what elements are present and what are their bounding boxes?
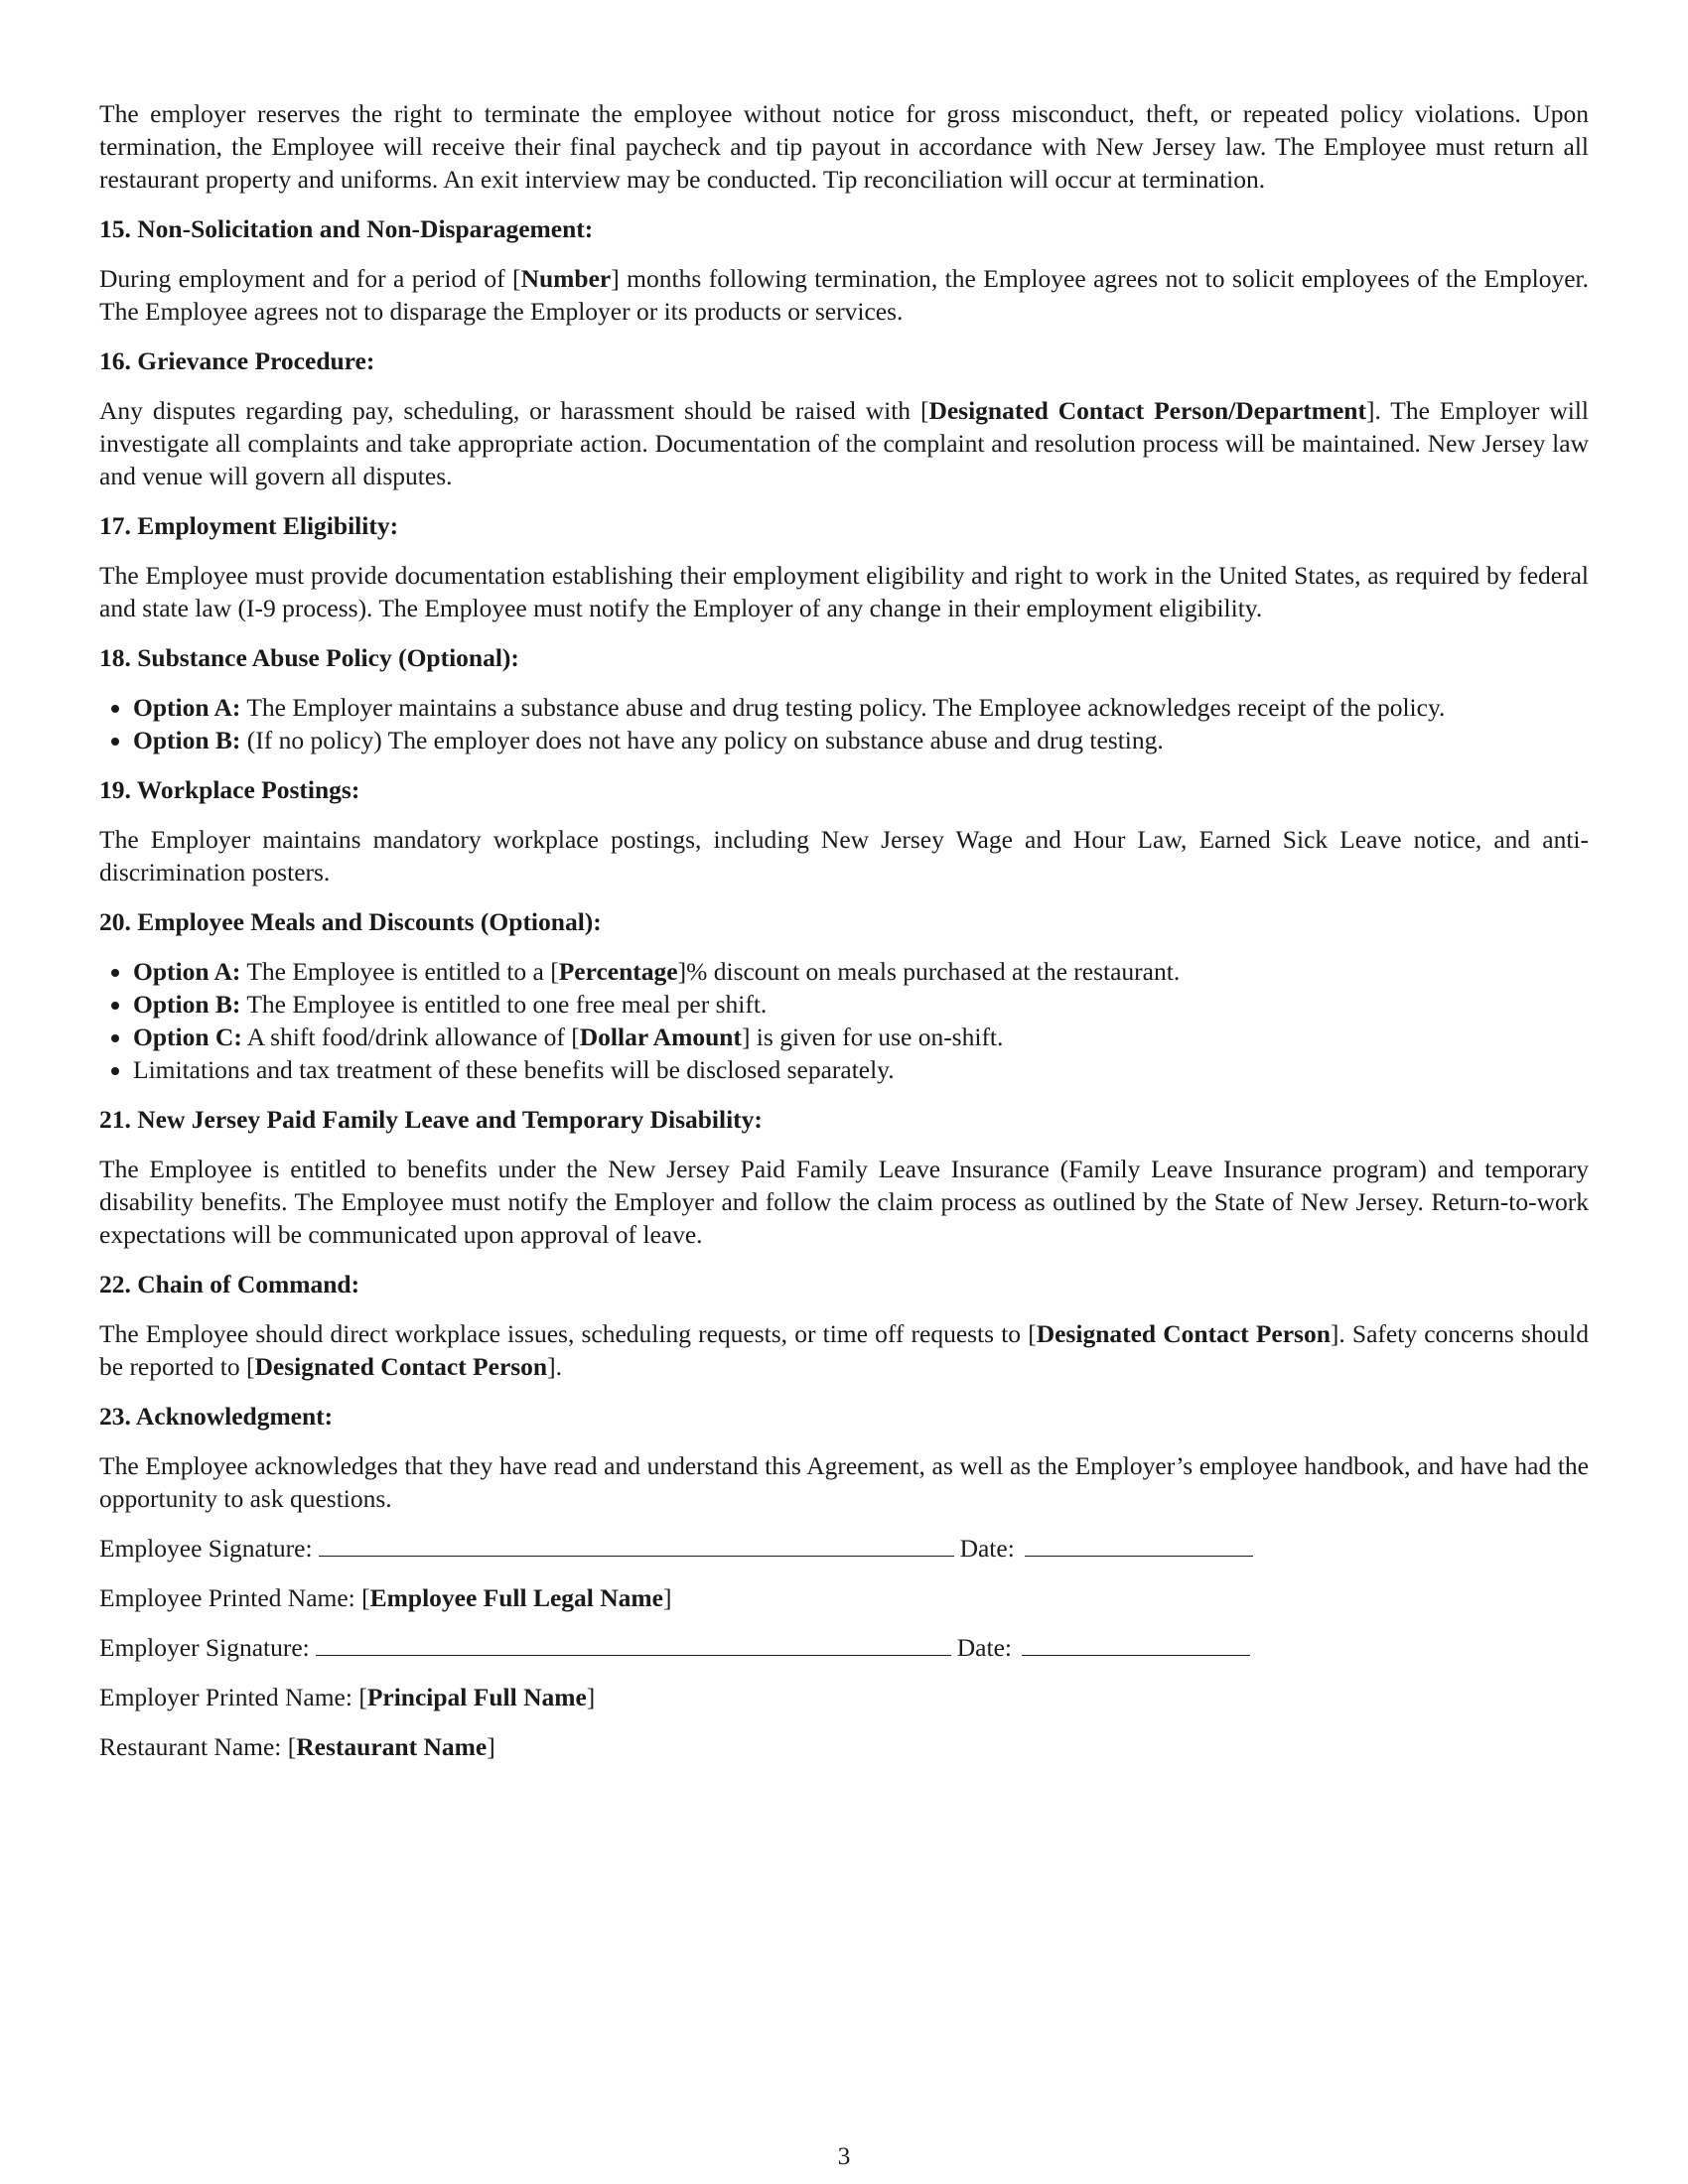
restaurant-name-row: Restaurant Name: [Restaurant Name] (99, 1732, 495, 1761)
employee-printed-name-row: Employee Printed Name: [Employee Full Legal Name] (99, 1583, 672, 1612)
section-16-heading: 16. Grievance Procedure: (99, 346, 375, 375)
section-19-heading: 19. Workplace Postings: (99, 775, 360, 804)
placeholder-number: Number (520, 264, 612, 293)
section-16-text: Any disputes regarding pay, scheduling, or harassment should be raised with [Designated Contact Person/Department]. The Employer will investigate all complaints and take appropriate action. Documentation of the complaint and resolution process will be maintained. New Jersey law and venue will govern all disputes. (99, 396, 1589, 490)
date-label: Date: (956, 1633, 1012, 1662)
list-item: • Option B: (If no policy) The employer does not have any policy on substance abuse and drug testing. (133, 724, 1589, 756)
placeholder-percentage: Percentage (558, 957, 678, 986)
section-15-text: During employment and for a period of [Number] months following termination, the Employee agrees not to solicit employees of the Employer. The Employee agrees not to disparage the Employer or its products or services. (99, 264, 1590, 326)
section-18-heading: 18. Substance Abuse Policy (Optional): (99, 643, 519, 672)
employee-date-line[interactable] (1025, 1532, 1253, 1557)
placeholder-contact-person: Designated Contact Person (1036, 1319, 1331, 1348)
employee-signature-line[interactable] (319, 1532, 954, 1557)
list-item: • Option A: The Employee is entitled to a [Percentage]% discount on meals purchased at the restaurant. (133, 955, 1589, 988)
list-item: • Option B: The Employee is entitled to one free meal per shift. (133, 988, 1589, 1021)
section-21-heading: 21. New Jersey Paid Family Leave and Temporary Disability: (99, 1105, 763, 1134)
section-17-text: The Employee must provide documentation establishing their employment eligibility and right to work in the United States, as required by federal and state law (I-9 process). The Employee must notify the Employer of any change in their employment eligibility. (99, 561, 1589, 622)
section-23-heading: 23. Acknowledgment: (99, 1402, 334, 1431)
section-20-options (99, 955, 1589, 1086)
placeholder-principal-name: Principal Full Name (366, 1683, 587, 1711)
page-number: 3 (837, 2141, 851, 2170)
placeholder-employee-name: Employee Full Legal Name (369, 1583, 663, 1612)
section-22-text: The Employee should direct workplace issues, scheduling requests, or time off requests to [Designated Contact Person]. Safety concerns should be reported to [Designated Contact Person]. (99, 1319, 1590, 1381)
section-15-heading: 15. Non-Solicitation and Non-Disparagement: (99, 214, 594, 243)
employer-signature-row (99, 1631, 1589, 1664)
employee-signature-label: Employee Signature: (99, 1534, 313, 1563)
employer-date-line[interactable] (1022, 1631, 1250, 1656)
list-item: • Option A: The Employer maintains a substance abuse and drug testing policy. The Employee acknowledges receipt of the policy. (133, 691, 1589, 724)
placeholder-dollar-amount: Dollar Amount (579, 1023, 742, 1051)
employee-signature-row (99, 1532, 1589, 1565)
employer-signature-label: Employer Signature: (99, 1633, 310, 1662)
date-label: Date: (959, 1534, 1015, 1563)
section-21-text: The Employee is entitled to benefits under the New Jersey Paid Family Leave Insurance (Family Leave Insurance program) and temporary disability benefits. The Employee must notify the Employer and follow the claim process as outlined by the State of New Jersey. Return-to-work expectations will be communicated upon approval of leave. (99, 1155, 1589, 1249)
section-23-text: The Employee acknowledges that they have read and understand this Agreement, as well as the Employer’s employee handbook, and have had the opportunity to ask questions. (99, 1451, 1589, 1513)
employer-printed-name-row: Employer Printed Name: [Principal Full Name] (99, 1683, 596, 1711)
section-20-heading: 20. Employee Meals and Discounts (Optional): (99, 907, 602, 936)
section-18-options (99, 691, 1589, 756)
placeholder-contact-person: Designated Contact Person (254, 1352, 548, 1381)
termination-paragraph: The employer reserves the right to terminate the employee without notice for gross misconduct, theft, or repeated policy violations. Upon termination, the Employee will receive their final paycheck and tip payout in accordance with New Jersey law. The Employee must return all restaurant property and uniforms. An exit interview may be conducted. Tip reconciliation will occur at termination. (99, 99, 1589, 194)
section-17-heading: 17. Employment Eligibility: (99, 511, 399, 540)
placeholder-restaurant-name: Restaurant Name (296, 1732, 488, 1761)
section-19-text: The Employer maintains mandatory workplace postings, including New Jersey Wage and Hour Law, Earned Sick Leave notice, and anti-discrimination posters. (99, 825, 1589, 887)
list-item: • Option C: A shift food/drink allowance of [Dollar Amount] is given for use on-shift. (133, 1021, 1589, 1053)
employer-signature-line[interactable] (316, 1631, 951, 1656)
placeholder-contact-department: Designated Contact Person/Department (928, 396, 1366, 425)
list-item: • Limitations and tax treatment of these benefits will be disclosed separately. (133, 1053, 1589, 1086)
section-22-heading: 22. Chain of Command: (99, 1270, 360, 1298)
document-body (99, 97, 1589, 1763)
